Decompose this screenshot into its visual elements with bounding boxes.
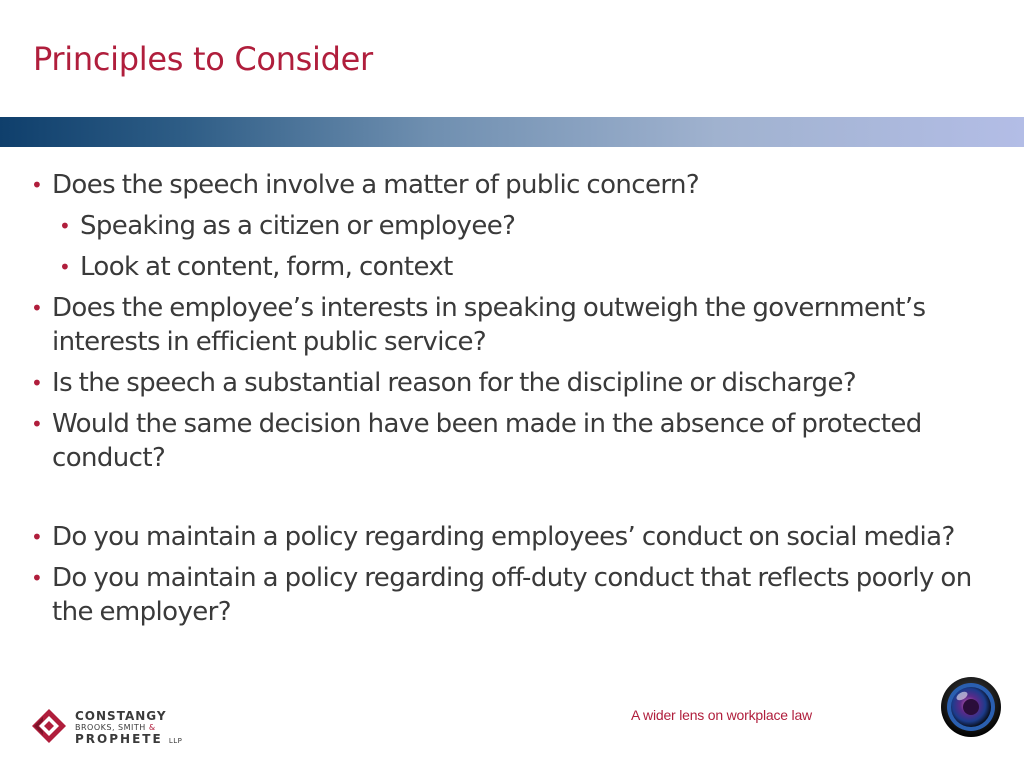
firm-logo-mark-icon: [31, 708, 67, 744]
bullet-off-duty-policy: • Do you maintain a policy regarding off-duty conduct that reflects poorly on the employer?: [0, 561, 972, 629]
slide-content: [0, 168, 1024, 636]
bullet-public-concern: • Does the speech involve a matter of public concern?: [0, 168, 972, 202]
bullet-interests-balance: • Does the employee’s interests in speaking outweigh the government’s interests in efficient public service?: [0, 291, 972, 359]
firm-logo: [31, 708, 241, 748]
logo-llp: LLP: [168, 737, 183, 745]
bullet-gap: [0, 482, 1024, 520]
logo-prophete-text: PROPHETE: [75, 732, 163, 746]
sub-bullet-citizen-or-employee: • Speaking as a citizen or employee?: [0, 209, 970, 243]
firm-logo-text: [75, 710, 182, 748]
bullet-social-media-policy: • Do you maintain a policy regarding employees’ conduct on social media?: [0, 520, 972, 554]
logo-line-prophete: [75, 733, 182, 748]
logo-ampersand: &: [148, 723, 156, 732]
bullet-same-decision: • Would the same decision have been made in the absence of protected conduct?: [0, 407, 972, 475]
title-gradient-band: [0, 117, 1024, 147]
slide-title: Principles to Consider: [33, 40, 373, 78]
logo-brooks-smith-text: BROOKS, SMITH: [75, 723, 146, 732]
logo-line-constangy: CONSTANGY: [75, 709, 167, 723]
camera-lens-icon: [940, 676, 1002, 738]
footer-tagline: A wider lens on workplace law: [631, 707, 812, 723]
sub-bullet-content-form-context: • Look at content, form, context: [0, 250, 970, 284]
bullet-substantial-reason: • Is the speech a substantial reason for the discipline or discharge?: [0, 366, 972, 400]
